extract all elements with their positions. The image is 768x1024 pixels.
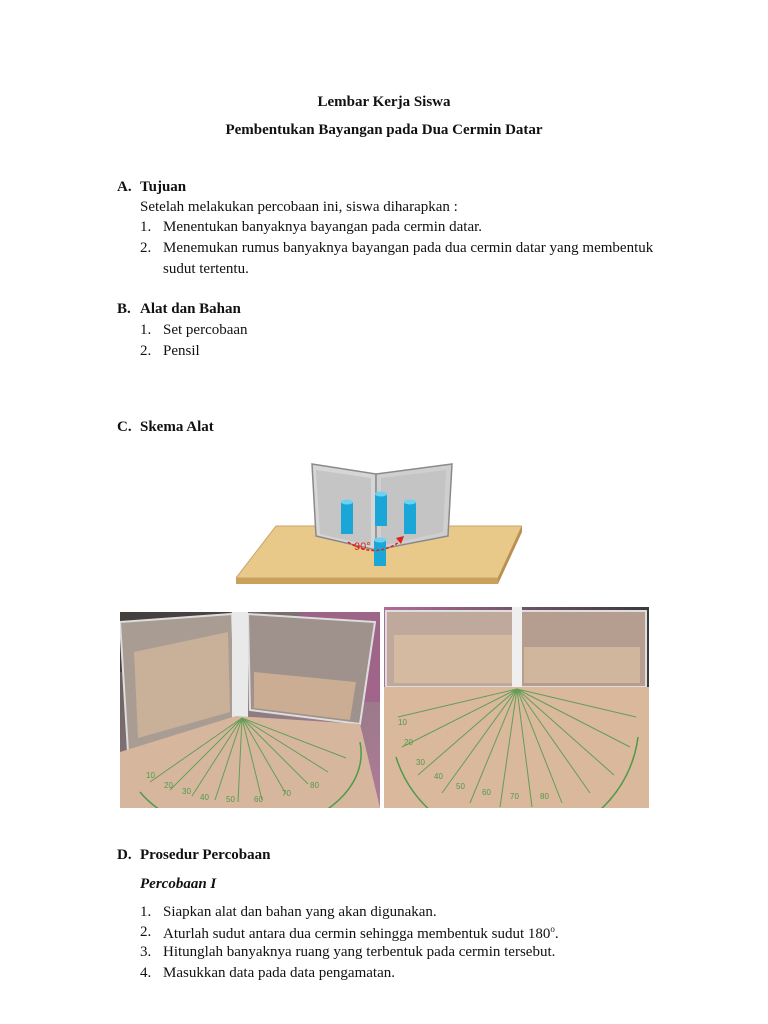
list-item: Menentukan banyaknya bayangan pada cermin datar. — [163, 219, 483, 235]
section-d-subtitle: Percobaan I — [140, 876, 217, 892]
page-subtitle: Pembentukan Bayangan pada Dua Cermin Datar — [225, 122, 543, 138]
section-d-title: Prosedur Percobaan — [140, 847, 271, 863]
list-item: Siapkan alat dan bahan yang akan digunakan. — [163, 904, 437, 920]
tick-label: 10 — [146, 771, 155, 780]
tick-label: 70 — [282, 789, 291, 798]
section-c-title: Skema Alat — [140, 419, 214, 435]
list-number: 3. — [140, 944, 152, 960]
list-item-text-end: . — [554, 926, 559, 942]
list-number: 1. — [140, 219, 152, 235]
list-item: Menemukan rumus banyaknya bayangan pada dua cermin datar yang membentuk — [163, 240, 654, 256]
list-item: Masukkan data pada data pengamatan. — [163, 965, 395, 981]
tick-label: 40 — [434, 772, 443, 781]
tick-label: 80 — [310, 781, 319, 790]
page-title: Lembar Kerja Siswa — [317, 94, 451, 110]
experiment-photo-left — [120, 612, 380, 808]
degree-superscript: o — [550, 924, 555, 934]
list-number: 2. — [140, 240, 152, 256]
section-a-title: Tujuan — [140, 179, 187, 195]
list-number: 2. — [140, 924, 152, 940]
cylinder-icon — [341, 500, 353, 535]
experiment-photo-right — [384, 607, 649, 808]
list-item: Set percobaan — [163, 322, 248, 338]
list-item: Pensil — [163, 343, 200, 359]
tick-label: 20 — [164, 781, 173, 790]
angle-label: 90° — [354, 541, 371, 553]
section-c-letter: C. — [117, 419, 132, 435]
list-number: 4. — [140, 965, 152, 981]
section-a-letter: A. — [117, 179, 132, 195]
tick-label: 50 — [456, 782, 465, 791]
section-b-letter: B. — [117, 301, 131, 317]
section-d-letter: D. — [117, 847, 132, 863]
list-item-text: Aturlah sudut antara dua cermin sehingga membentuk sudut 180 — [163, 926, 551, 942]
list-number: 2. — [140, 343, 152, 359]
tick-label: 30 — [182, 787, 191, 796]
list-number: 1. — [140, 904, 152, 920]
cylinder-icon — [404, 500, 416, 535]
section-a-intro: Setelah melakukan percobaan ini, siswa diharapkan : — [140, 199, 458, 215]
tick-label: 50 — [226, 795, 235, 804]
tick-label: 80 — [540, 792, 549, 801]
section-b-title: Alat dan Bahan — [140, 301, 241, 317]
list-item-continued: sudut tertentu. — [163, 261, 249, 277]
apparatus-diagram — [236, 460, 522, 584]
tick-label: 70 — [510, 792, 519, 801]
tick-label: 60 — [254, 795, 263, 804]
cylinder-icon — [375, 492, 387, 527]
tick-label: 60 — [482, 788, 491, 797]
list-number: 1. — [140, 322, 152, 338]
tick-label: 10 — [398, 718, 407, 727]
tick-label: 30 — [416, 758, 425, 767]
tick-label: 20 — [404, 738, 413, 747]
list-item: Hitunglah banyaknya ruang yang terbentuk pada cermin tersebut. — [163, 944, 556, 960]
list-item — [163, 924, 559, 943]
cylinder-icon — [374, 538, 386, 567]
tick-label: 40 — [200, 793, 209, 802]
